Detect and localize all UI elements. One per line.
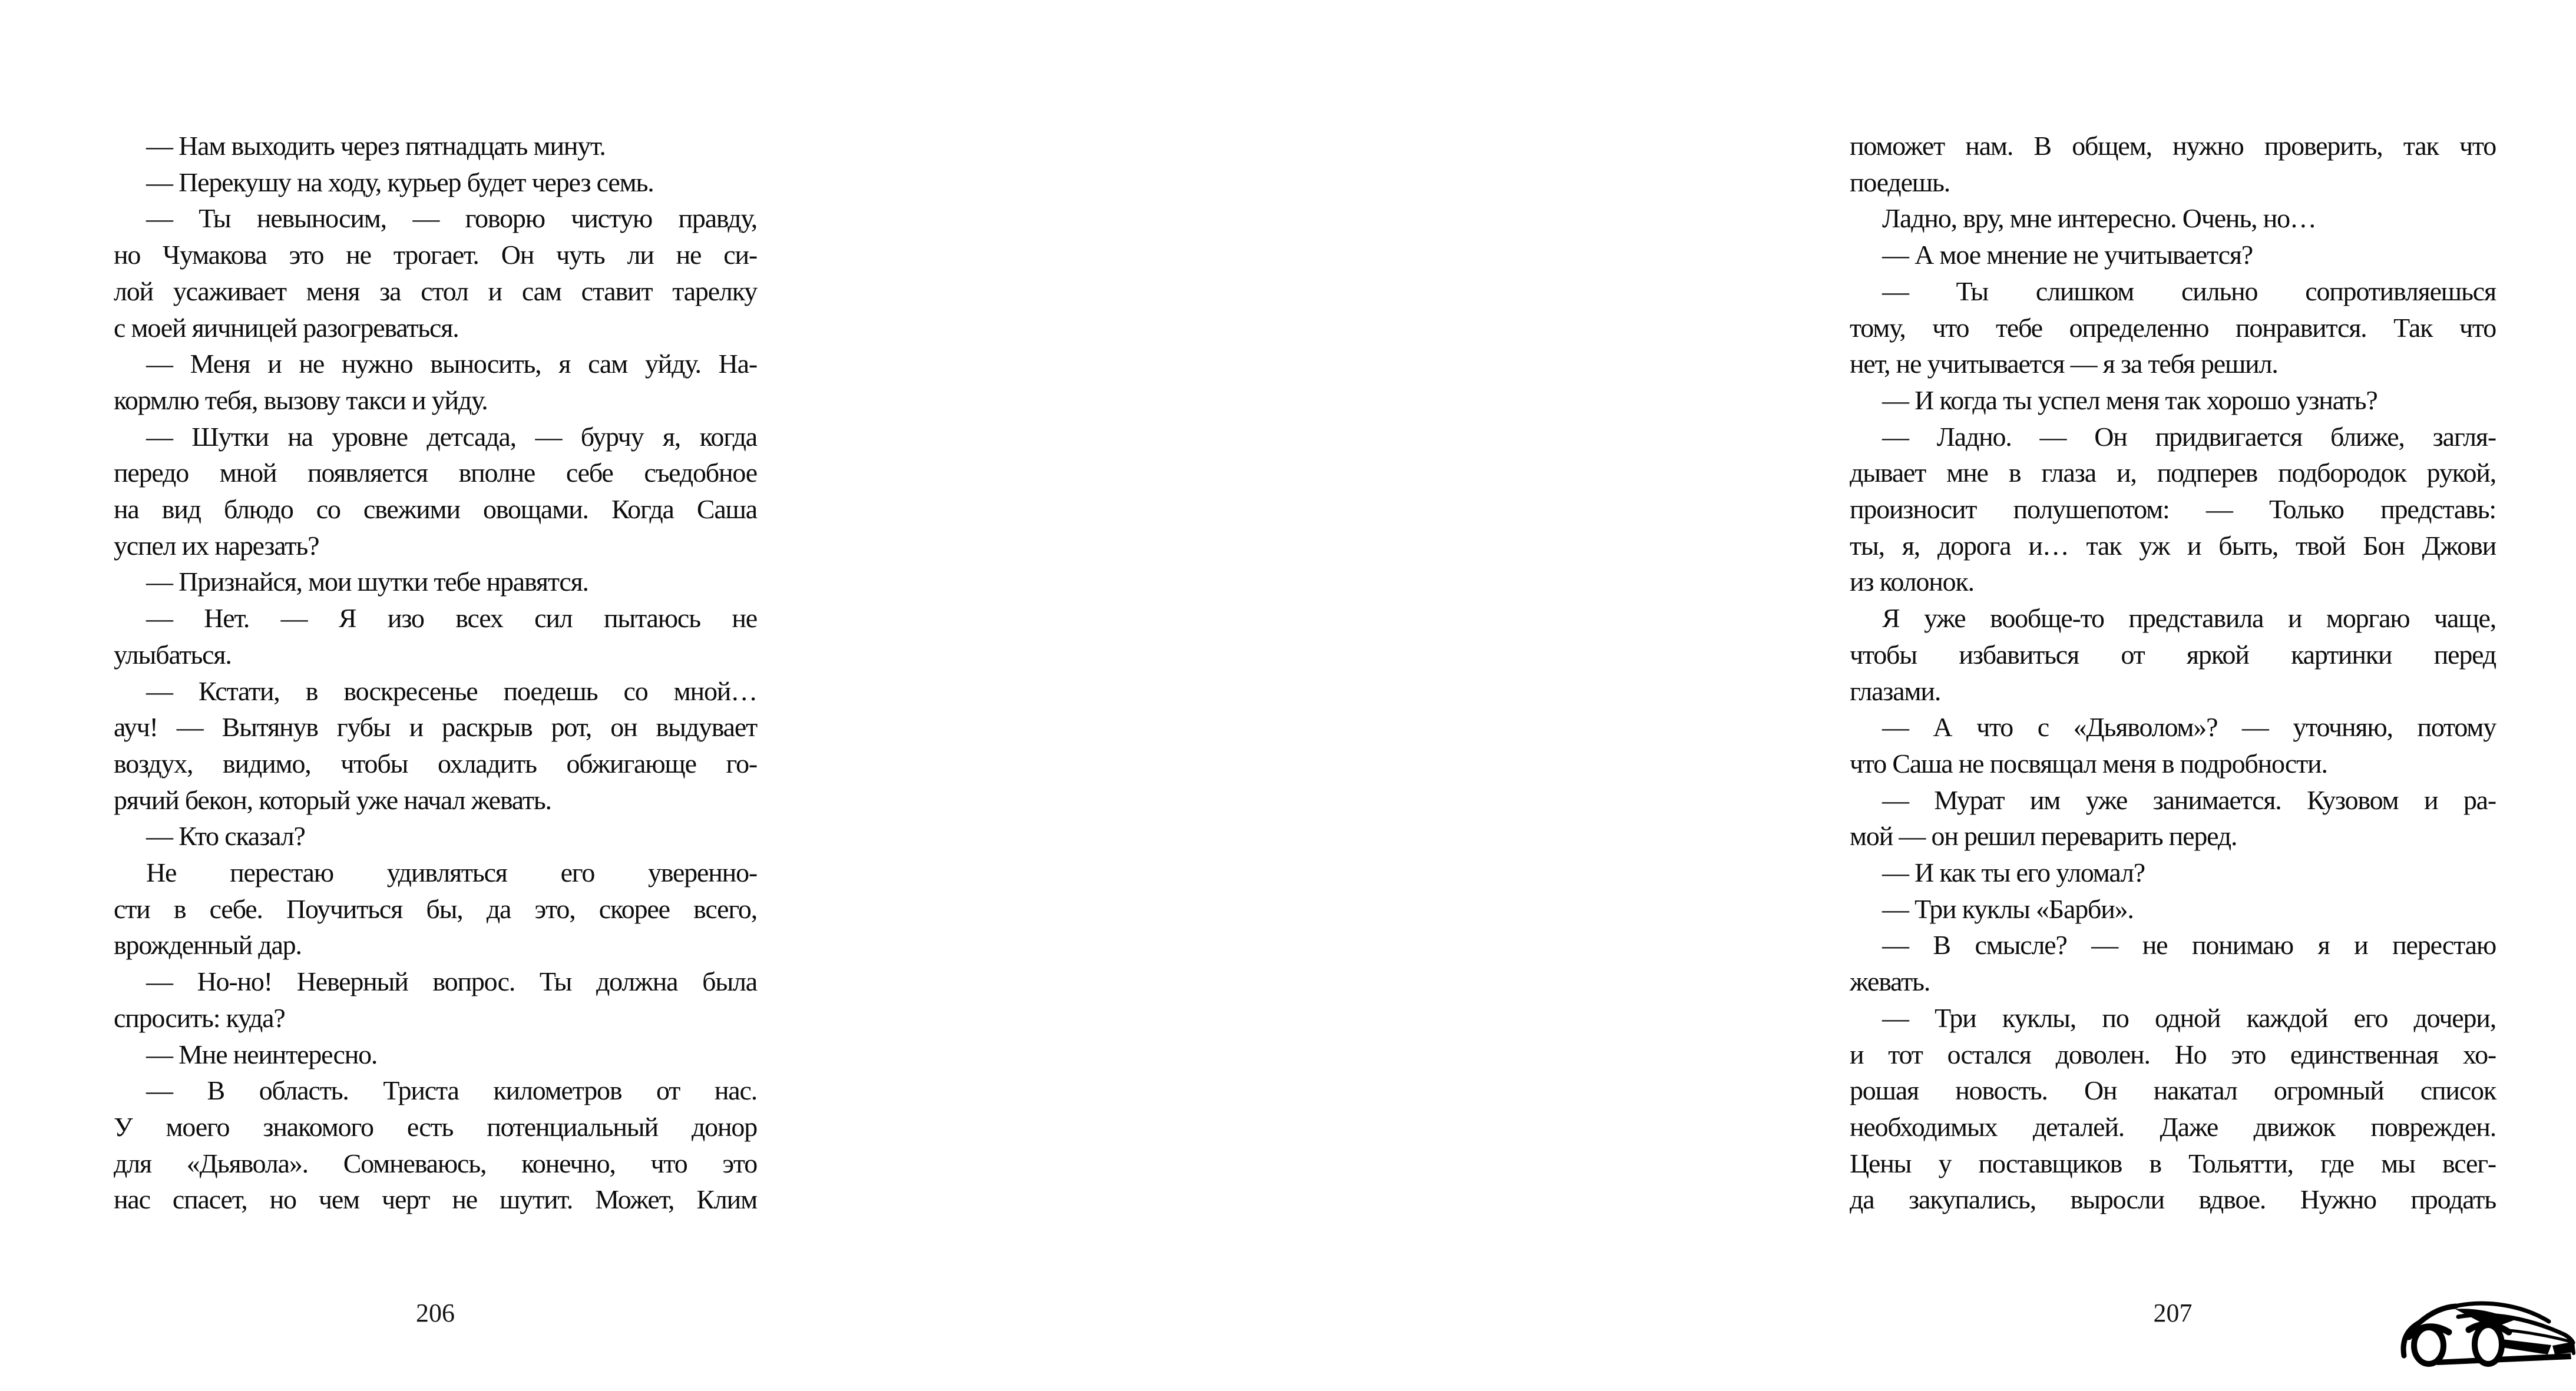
text-line: — Нет. — Я изо всех сил пытаюсь не (146, 603, 757, 634)
text-line: — Мне неинтересно. (146, 1039, 378, 1069)
text-line: глазами. (1850, 675, 1941, 706)
text-line: — Ты невыносим, — говорю чистую правду, (146, 203, 757, 234)
text-line: улыбаться. (114, 639, 232, 670)
text-line: но Чумакова это не трогает. Он чуть ли не си- (114, 240, 757, 270)
text-line: дывает мне в глаза и, подперев подбородок рукой, (1850, 458, 2496, 488)
text-line: воздух, видимо, чтобы охладить обжигающе го- (114, 748, 757, 779)
text-line: — Три куклы, по одной каждой его дочери, (1882, 1002, 2496, 1033)
text-line: У моего знакомого есть потенциальный донор (114, 1111, 757, 1142)
text-line: из колонок. (1850, 567, 1974, 597)
text-line: — В смысле? — не понимаю я и перестаю (1882, 930, 2496, 961)
right-page (870, 0, 2496, 1391)
text-line: сти в себе. Поучиться бы, да это, скорее всего, (114, 893, 757, 924)
text-line: поможет нам. В общем, нужно проверить, так что (1850, 131, 2496, 161)
text-line: Я уже вообще-то представила и моргаю чаще, (1882, 603, 2496, 634)
text-line: передо мной появляется вполне себе съедобное (114, 458, 757, 488)
text-line: — А что с «Дьяволом»? — уточняю, потому (1882, 712, 2496, 743)
text-line: успел их нарезать? (114, 530, 319, 561)
text-line: спросить: куда? (114, 1002, 285, 1033)
text-line: нет, не учитывается — я за тебя решил. (1850, 349, 2278, 379)
page-number-left: 206 (416, 1299, 455, 1327)
text-line: — Ты слишком сильно сопротивляешься (1882, 276, 2496, 306)
text-line: — И как ты его уломал? (1882, 857, 2145, 888)
text-line: Цены у поставщиков в Тольятти, где мы всег- (1850, 1148, 2496, 1178)
text-line: для «Дьявола». Сомневаюсь, конечно, что это (114, 1148, 757, 1178)
text-line: — Кто сказал? (146, 821, 305, 852)
text-line: — Кстати, в воскресенье поедешь со мной… (146, 675, 757, 706)
text-line: что Саша не посвящал меня в подробности. (1850, 748, 2327, 779)
text-line: — Но-но! Неверный вопрос. Ты должна была (146, 966, 757, 997)
text-line: произносит полушепотом: — Только представь: (1850, 494, 2496, 525)
text-line: ауч! — Вытянув губы и раскрыв рот, он выдувает (114, 712, 757, 743)
text-line: с моей яичницей разогреваться. (114, 312, 459, 343)
text-line: рячий бекон, который уже начал жевать. (114, 784, 551, 815)
text-line: кормлю тебя, вызову такси и уйду. (114, 385, 488, 415)
text-line: на вид блюдо со свежими овощами. Когда Саша (114, 494, 757, 525)
text-line: нас спасет, но чем черт не шутит. Может, Клим (114, 1184, 757, 1215)
page-number-right: 207 (2153, 1299, 2193, 1327)
text-line: чтобы избавиться от яркой картинки перед (1850, 639, 2496, 670)
text-line: — Нам выходить через пятнадцать минут. (146, 131, 606, 161)
text-line: — А мое мнение не учитывается? (1882, 240, 2253, 270)
text-line: — Меня и не нужно выносить, я сам уйду. На- (146, 349, 757, 379)
text-line: да закупались, выросли вдвое. Нужно продать (1850, 1184, 2496, 1215)
text-line: Ладно, вру, мне интересно. Очень, но… (1882, 203, 2316, 234)
sports-car-icon (2398, 1299, 2576, 1369)
text-line: жевать. (1850, 966, 1930, 997)
text-line: ты, я, дорога и… так уж и быть, твой Бон Джови (1850, 530, 2496, 561)
text-line: врожденный дар. (114, 930, 302, 961)
text-line: — Признайся, мои шутки тебе нравятся. (146, 567, 588, 597)
text-line: рошая новость. Он накатал огромный список (1850, 1075, 2496, 1106)
text-line: мой — он решил переварить перед. (1850, 821, 2237, 852)
text-line: — Ладно. — Он придвигается ближе, загля- (1882, 421, 2496, 452)
text-line: и тот остался доволен. Но это единственная хо- (1850, 1039, 2496, 1069)
text-line: лой усаживает меня за стол и сам ставит тарелку (114, 276, 757, 306)
text-line: — Мурат им уже занимается. Кузовом и ра- (1882, 784, 2496, 815)
text-line: — И когда ты успел меня так хорошо узнать? (1882, 385, 2377, 415)
left-page-text (114, 128, 757, 1218)
text-line: — В область. Триста километров от нас. (146, 1075, 757, 1106)
text-line: — Три куклы «Барби». (1882, 893, 2134, 924)
right-page-text (1850, 128, 2496, 1218)
text-line: поедешь. (1850, 167, 1950, 197)
text-line: тому, что тебе определенно понравится. Так что (1850, 312, 2496, 343)
text-line: Не перестаю удивляться его уверенно- (146, 857, 757, 888)
text-line: — Перекушу на ходу, курьер будет через семь. (146, 167, 654, 197)
text-line: — Шутки на уровне детсада, — бурчу я, когда (146, 421, 757, 452)
text-line: необходимых деталей. Даже движок поврежден. (1850, 1111, 2496, 1142)
left-page (0, 0, 869, 1391)
